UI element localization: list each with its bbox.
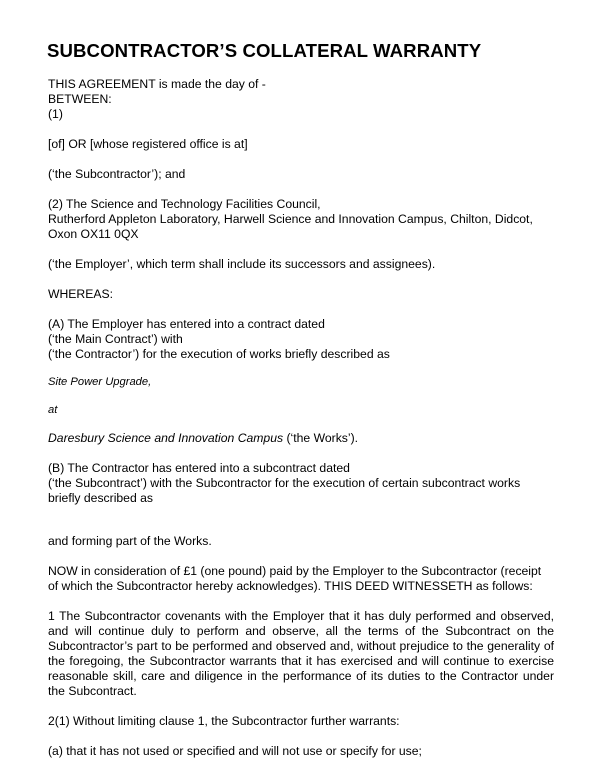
paragraph-works-location: Daresbury Science and Innovation Campus (‘the Works’). xyxy=(48,431,359,445)
paragraph-agreement: THIS AGREEMENT is made the day of - BETWEEN: (1) xyxy=(48,77,266,121)
paragraph-whereas: WHEREAS: xyxy=(48,287,114,301)
paragraph-consideration: NOW in consideration of £1 (one pound) paid by the Employer to the Subcontractor (receipt of which the Subcontractor hereby acknowledges). THIS DEED WITNESSETH as follows: xyxy=(48,564,542,593)
paragraph-employer-def: (‘the Employer’, which term shall include its successors and assignees). xyxy=(48,257,436,271)
paragraph-at: at xyxy=(48,404,58,416)
document-title: SUBCONTRACTOR’S COLLATERAL WARRANTY xyxy=(47,40,482,61)
paragraph-clause-1: 1 The Subcontractor covenants with the Employer that it has duly performed and observed, and will continue duly to perform and observe, all the terms of the Subcontract on the Subcontractor’s part to be performed and observed and, without prejudice to the generality of the foregoing, the Subcontractor warrants that it has exercised and will continue to exercise reasonable skill, care and diligence in the performance of its duties to the Contractor under the Subcontract. xyxy=(48,609,554,698)
paragraph-clause-2-1-a: (a) that it has not used or specified and will not use or specify for use; xyxy=(48,744,422,758)
paragraph-employer-address: (2) The Science and Technology Facilities Council, Rutherford Appleton Laboratory, Harwell Science and Innovation Campus, Chilton, Didcot, Oxon OX11 0QX xyxy=(48,197,533,241)
paragraph-subcontractor-def: (‘the Subcontractor’); and xyxy=(48,167,186,181)
paragraph-registered-office: [of] OR [whose registered office is at] xyxy=(48,137,248,151)
document-body xyxy=(48,77,554,759)
paragraph-works-name: Site Power Upgrade, xyxy=(48,376,152,388)
paragraph-forming-part: and forming part of the Works. xyxy=(48,534,212,548)
paragraph-recital-a: (A) The Employer has entered into a contract dated (‘the Main Contract’) with (‘the Contractor’) for the execution of works briefly described as xyxy=(48,317,390,361)
paragraph-recital-b: (B) The Contractor has entered into a subcontract dated (‘the Subcontract’) with the Subcontractor for the execution of certain subcontract works briefly described as xyxy=(48,461,521,505)
paragraph-clause-2-1: 2(1) Without limiting clause 1, the Subcontractor further warrants: xyxy=(48,714,400,728)
